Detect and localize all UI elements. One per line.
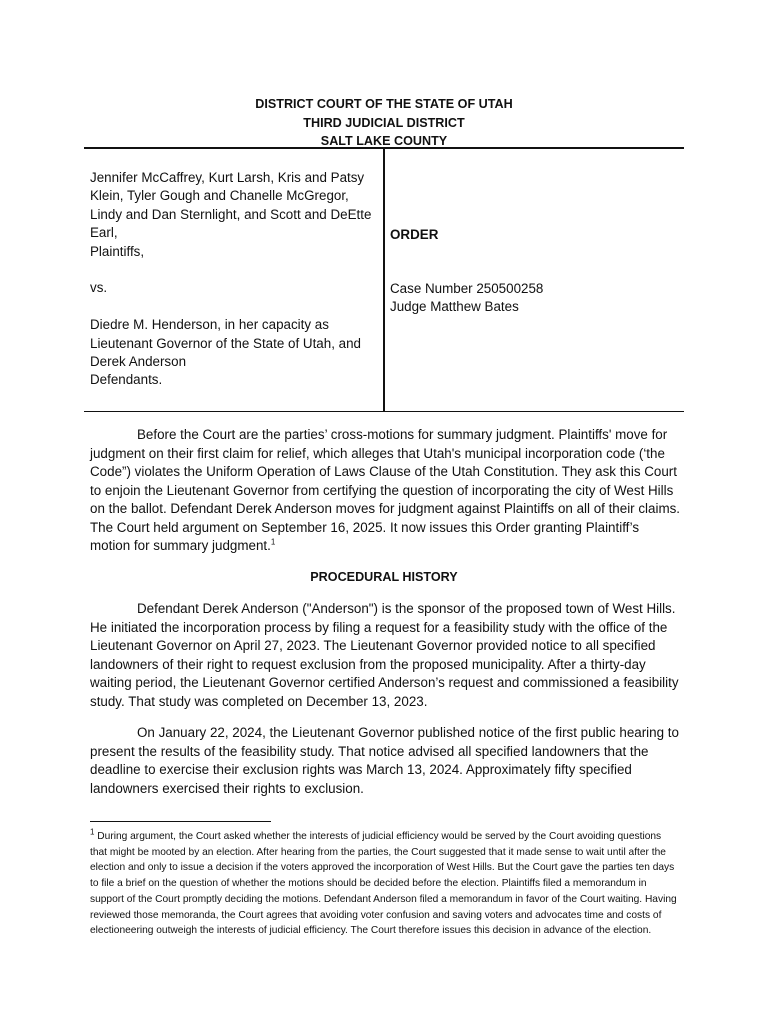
plaintiffs-label: Plaintiffs, — [90, 243, 145, 259]
case-number: Case Number 250500258 — [390, 281, 544, 296]
intro-paragraph — [90, 426, 680, 556]
footnote-1 — [90, 829, 680, 939]
county: SALT LAKE COUNTY — [320, 134, 448, 148]
versus: vs. — [90, 280, 108, 296]
defendants-label: Defendants. — [90, 372, 163, 388]
footnote-text: During argument, the Court asked whether the interests of judicial efficiency would be served by the Court avoiding questions that might be mooted by an election. After hearing from the parties, the Court suggested that it made sense to wait until after the election and only to issue a decision if the voters approved the incorporation of West Hills. But the Court gave the parties ten days to file a brief on the question of whether the motions should be decided before the election. Plaintiffs filed a memorandum in support of the Court promptly deciding the motions. Defendant Anderson filed a memorandum in favor of the Court waiting. Having reviewed those memoranda, the Court agrees that avoiding voter confusion and saving voters and advocates time and costs of electioneering outweigh the interests of judicial efficiency. The Court therefore issues this decision in advance of the election. — [90, 831, 677, 937]
section-heading-procedural-history: PROCEDURAL HISTORY — [310, 570, 458, 584]
case-info — [390, 280, 543, 317]
footnote-reference[interactable]: 1 — [270, 537, 276, 547]
procedural-paragraph-1: Defendant Derek Anderson ("Anderson") is the sponsor of the proposed town of West Hills. He initiated the incorporation process by filing a request for a feasibility study with the office of the Lieutenant Governor on April 27, 2023. The Lieutenant Governor provided notice to all specified landowners of their right to request exclusion from the proposed municipality. After a thirty-day waiting period, the Lieutenant Governor certified Anderson’s request and commissioned a feasibility study. That study was completed on December 13, 2023. — [90, 601, 679, 709]
case-caption — [84, 147, 684, 412]
defendants-names: Diedre M. Henderson, in her capacity as Lieutenant Governor of the State of Utah, and Derek Anderson — [90, 317, 361, 370]
court-header — [84, 95, 684, 151]
order-label: ORDER — [390, 227, 439, 242]
plaintiffs-names: Jennifer McCaffrey, Kurt Larsh, Kris and Patsy Klein, Tyler Gough and Chanelle McGregor, Lindy and Dan Sternlight, and Scott and DeEtte Earl, — [90, 170, 372, 241]
procedural-paragraph-1-block — [90, 600, 680, 711]
caption-divider — [383, 149, 385, 411]
procedural-paragraph-2-block — [90, 724, 680, 798]
footnote-marker: 1 — [90, 827, 95, 837]
court-name: DISTRICT COURT OF THE STATE OF UTAH — [255, 97, 513, 111]
judicial-district: THIRD JUDICIAL DISTRICT — [303, 115, 465, 130]
judge-name: Judge Matthew Bates — [390, 299, 519, 315]
intro-paragraph-text: Before the Court are the parties’ cross-motions for summary judgment. Plaintiffs' move for judgment on their first claim for relief, which alleges that Utah's municipal incorporation code (‘the Code”) violates the Uniform Operation of Laws Clause of the Utah Constitution. They ask this Court to enjoin the Lieutenant Governor from certifying the question of incorporating the city of West Hills on the ballot. Defendant Derek Anderson moves for judgment against Plaintiffs on all of their claims. The Court held argument on September 16, 2025. It now issues this Order granting Plaintiff’s motion for summary judgment. — [90, 427, 681, 553]
footnote-separator — [90, 821, 271, 822]
intro-paragraph-block — [90, 426, 680, 556]
procedural-paragraph-2: On January 22, 2024, the Lieutenant Governor published notice of the first public hearing to present the results of the feasibility study. That notice advised all specified landowners that the deadline to exercise their exclusion rights was March 13, 2024. Approximately fifty specified landowners exercised their rights to exclusion. — [90, 725, 679, 796]
caption-parties — [90, 169, 375, 390]
